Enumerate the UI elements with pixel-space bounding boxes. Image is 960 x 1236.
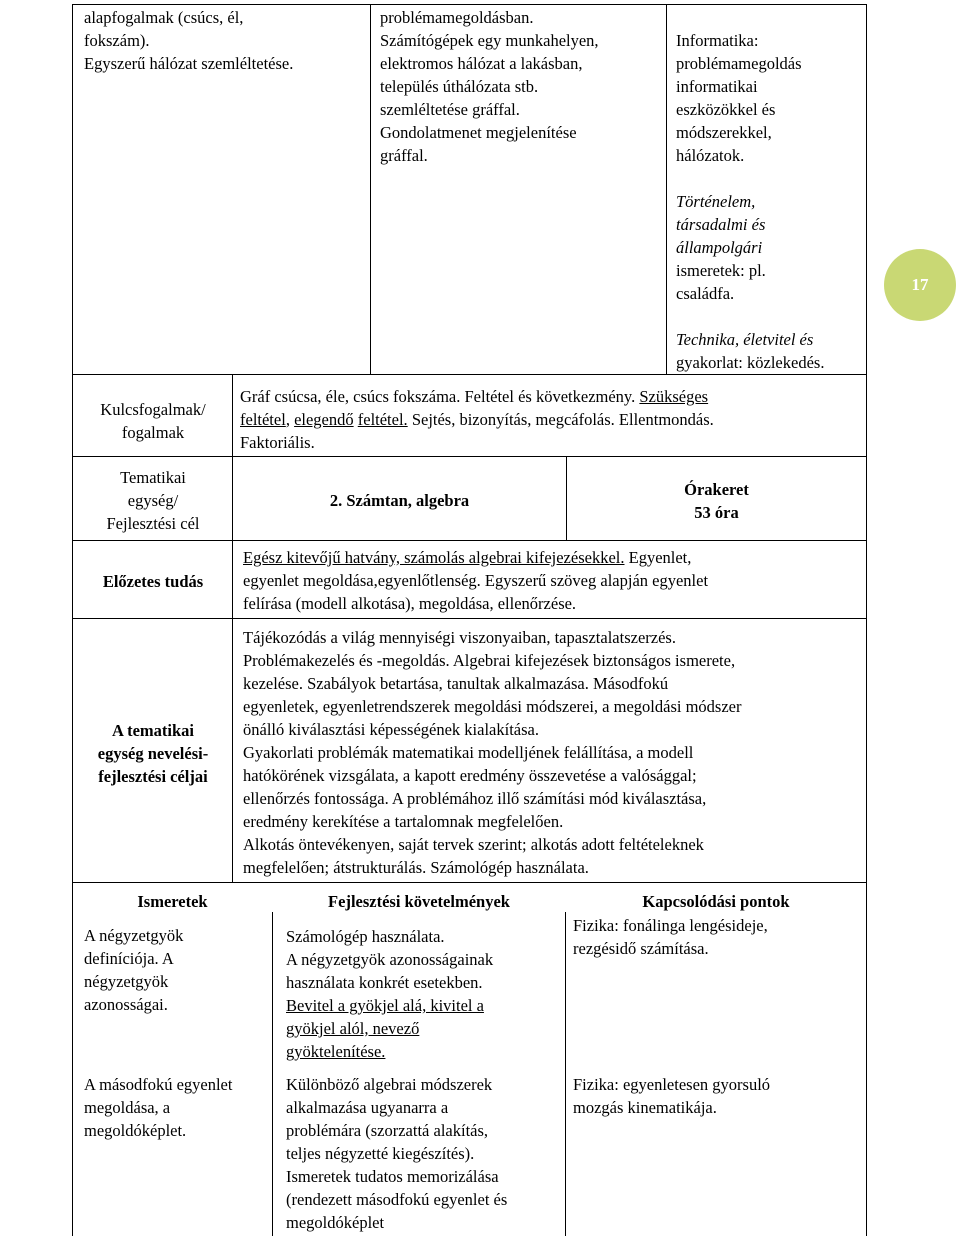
top-row-col2 — [380, 6, 599, 167]
label-line: Fejlesztési cél — [106, 514, 200, 533]
unit-title-text: 2. Számtan, algebra — [329, 491, 470, 510]
orakeret-label: Órakeret — [684, 480, 749, 499]
text-line: Ismeretek tudatos memorizálása — [286, 1167, 499, 1186]
label-line: Tematikai — [120, 468, 186, 487]
rule-h2 — [72, 456, 867, 457]
header-kapcsolodasi — [566, 890, 866, 913]
label-line: Kulcsfogalmak/ — [100, 400, 206, 419]
text-line: kezelése. Szabályok betartása, tanultak alkalmazása. Másodfokú — [243, 674, 669, 693]
row1-kapcsolodasi — [573, 914, 768, 960]
text-line: használata konkrét esetekben. — [286, 973, 483, 992]
text-line: problémára (szorzattá alakítás, — [286, 1121, 489, 1140]
text-line: Tájékozódás a világ mennyiségi viszonyaiban, tapasztalatszerzés. — [243, 628, 676, 647]
text-line: egyenlet megoldása,egyenlőtlenség. Egyszerű szöveg alapján egyenlet — [243, 571, 709, 590]
unit-title — [233, 489, 566, 512]
text-line: gyöktelenítése. — [286, 1042, 386, 1061]
text-line: Gyakorlati problémák matematikai modelljének felállítása, a modell — [243, 743, 694, 762]
rule-h3 — [72, 540, 867, 541]
text-line: Gondolatmenet megjelenítése — [380, 123, 577, 142]
text-span: Gráf csúcsa, éle, csúcs fokszáma. Feltétel és következmény. — [240, 387, 640, 406]
header-fejlesztesi — [273, 890, 565, 913]
text-line: Fizika: egyenletesen gyorsuló — [573, 1075, 771, 1094]
text-line: eszközökkel és — [676, 100, 776, 119]
text-line: egyenletek, egyenletrendszerek megoldási módszerei, a megoldási módszer — [243, 697, 742, 716]
elozetes-content — [243, 546, 708, 615]
text-line: gyökjel alól, nevező — [286, 1019, 420, 1038]
header-text: Ismeretek — [137, 892, 208, 911]
page-number-badge — [884, 249, 956, 321]
rule-top — [72, 4, 867, 5]
text-line: elektromos hálózat a lakásban, — [380, 54, 583, 73]
text-line: problémamegoldásban. — [380, 8, 534, 27]
top-row-col1 — [84, 6, 293, 75]
text-line: ellenőrzés fontossága. A problémához illő számítási mód kiválasztása, — [243, 789, 707, 808]
rule-label-col — [232, 374, 233, 882]
text-line: informatikai — [676, 77, 758, 96]
text-line: Technika, életvitel és — [676, 330, 814, 349]
text-line: alapfogalmak (csúcs, él, — [84, 8, 244, 27]
celok-content — [243, 626, 741, 879]
text-line: hálózatok. — [676, 146, 745, 165]
text-line: társadalmi és — [676, 215, 766, 234]
text-line: Informatika: — [676, 31, 759, 50]
text-line: Különböző algebrai módszerek — [286, 1075, 493, 1094]
label-line: egység/ — [127, 491, 179, 510]
header-text: Kapcsolódási pontok — [642, 892, 790, 911]
text-span: Egyenlet, — [624, 548, 692, 567]
text-line: önálló kiválasztási képességének kialakítása. — [243, 720, 539, 739]
text-line: Alkotás öntevékenyen, saját tervek szerint; alkotás adott feltételeknek — [243, 835, 704, 854]
label-line: fejlesztési céljai — [98, 767, 208, 786]
orakeret-value: 53 óra — [694, 503, 739, 522]
text-line: gyakorlat: közlekedés. — [676, 353, 825, 372]
rule-h5 — [72, 882, 867, 883]
text-line: szemléltetése gráffal. — [380, 100, 520, 119]
top-row-col3 — [676, 29, 824, 374]
text-line: település úthálózata stb. — [380, 77, 539, 96]
text-line: állampolgári — [676, 238, 763, 257]
text-line: mozgás kinematikája. — [573, 1098, 717, 1117]
rule-h4 — [72, 618, 867, 619]
text-line: családfa. — [676, 284, 735, 303]
label-kulcsfogalmak — [74, 398, 232, 444]
text-line: megoldóképlet. — [84, 1121, 187, 1140]
header-ismeretek — [73, 890, 272, 913]
text-line: négyzetgyök — [84, 972, 169, 991]
rule-top-col1 — [370, 4, 371, 374]
text-line: gráffal. — [380, 146, 428, 165]
text-line: Számológép használata. — [286, 927, 445, 946]
text-line: definíciója. A — [84, 949, 174, 968]
row1-ismeretek — [84, 924, 183, 1016]
text-line: Bevitel a gyökjel alá, kivitel a — [286, 996, 484, 1015]
text-line: Történelem, — [676, 192, 756, 211]
text-span: , — [285, 410, 295, 429]
label-line: A tematikai — [111, 721, 195, 740]
text-span: Egész kitevőjű hatvány, számolás algebrai kifejezésekkel. — [243, 548, 625, 567]
text-line: eredmény kerekítése a tartalomnak megfelelően. — [243, 812, 564, 831]
label-line: Előzetes tudás — [102, 572, 204, 591]
text-line: fokszám). — [84, 31, 150, 50]
text-line: felírása (modell alkotása), megoldása, ellenőrzése. — [243, 594, 577, 613]
rule-h1 — [72, 374, 867, 375]
text-line: Egyszerű hálózat szemléltetése. — [84, 54, 294, 73]
rule-left — [72, 4, 73, 1236]
row2-kapcsolodasi — [573, 1073, 770, 1119]
row1-fejlesztesi — [286, 925, 493, 1063]
text-line: Fizika: fonálinga lengésideje, — [573, 916, 768, 935]
text-line: módszerekkel, — [676, 123, 772, 142]
text-span: elegendő — [294, 410, 354, 429]
rule-bottom-col1 — [272, 912, 273, 1236]
text-line: rezgésidő számítása. — [573, 939, 709, 958]
label-line: egység nevelési- — [97, 744, 209, 763]
text-line: azonosságai. — [84, 995, 168, 1014]
text-span: Sejtés, bizonyítás, megcáfolás. Ellentmondás. — [407, 410, 714, 429]
text-span: feltétel — [240, 410, 286, 429]
text-line: hatókörének vizsgálata, a kapott eredmény összevetése a valósággal; — [243, 766, 697, 785]
row2-ismeretek — [84, 1073, 232, 1142]
text-line: Problémakezelés és -megoldás. Algebrai kifejezések biztonságos ismerete, — [243, 651, 736, 670]
rule-bottom-col2 — [565, 912, 566, 1236]
text-line: Faktoriális. — [240, 433, 315, 452]
label-elozetes-tudas — [74, 570, 232, 593]
label-nevelesi-celok — [74, 719, 232, 788]
text-line: Számítógépek egy munkahelyen, — [380, 31, 599, 50]
label-line: fogalmak — [121, 423, 185, 442]
header-text: Fejlesztési követelmények — [328, 892, 510, 911]
text-line: A négyzetgyök azonosságainak — [286, 950, 494, 969]
text-line: alkalmazása ugyanarra a — [286, 1098, 449, 1117]
text-line: (rendezett másodfokú egyenlet és — [286, 1190, 508, 1209]
rule-right — [866, 4, 867, 1236]
text-line: problémamegoldás — [676, 54, 802, 73]
label-tematikai-egyseg — [74, 466, 232, 535]
row2-fejlesztesi — [286, 1073, 507, 1234]
page-number: 17 — [911, 275, 929, 294]
text-line: ismeretek: pl. — [676, 261, 766, 280]
text-line: megoldóképlet — [286, 1213, 385, 1232]
text-span: feltétel. — [357, 410, 408, 429]
orakeret — [567, 478, 866, 524]
text-line: megoldása, a — [84, 1098, 171, 1117]
text-line: A másodfokú egyenlet — [84, 1075, 233, 1094]
text-line: teljes négyzetté kiegészítés). — [286, 1144, 475, 1163]
text-line: A négyzetgyök — [84, 926, 184, 945]
text-line: megfelelően; átstrukturálás. Számológép használata. — [243, 858, 589, 877]
text-span: Szükséges — [639, 387, 709, 406]
kulcsfogalmak-content — [240, 385, 714, 454]
rule-top-col2 — [666, 4, 667, 374]
